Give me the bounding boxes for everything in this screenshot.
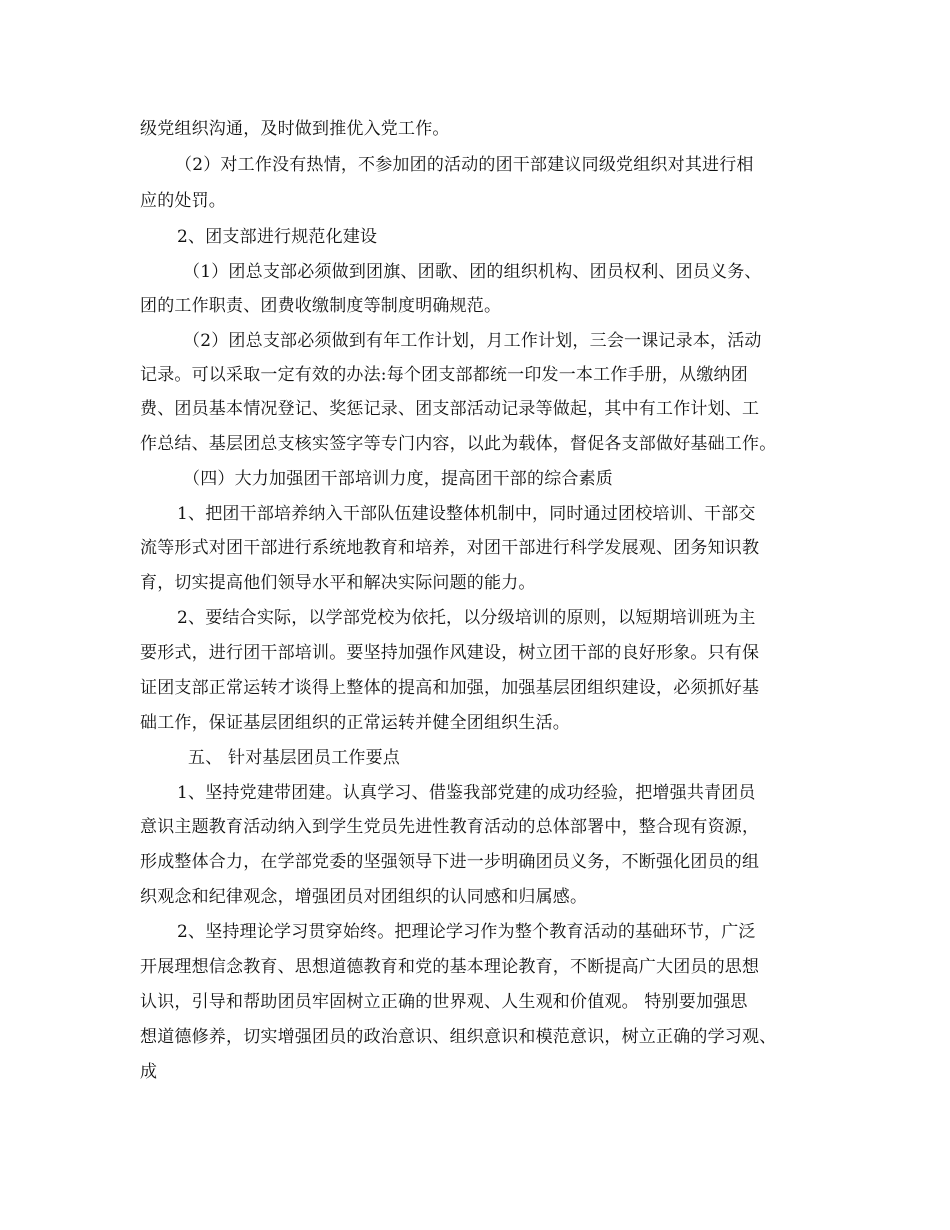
text-line: （2）团总支部必须做到有年工作计划，月工作计划，三会一课记录本，活动	[183, 331, 762, 351]
text-line: 作总结、基层团总支核实签字等专门内容，以此为载体，督促各支部做好基础工作。	[140, 434, 777, 454]
text-line: 记录。可以采取一定有效的办法:每个团支部都统一印发一本工作手册，从缴纳团	[140, 365, 748, 385]
text-line: （2）对工作没有热情，不参加团的活动的团干部建议同级党组织对其进行相	[175, 155, 754, 175]
text-line: （四）大力加强团干部培训力度，提高团干部的综合素质	[183, 469, 613, 489]
text-line: 意识主题教育活动纳入到学生党员先进性教育活动的总体部署中，整合现有资源，	[140, 817, 760, 837]
text-line: （1）团总支部必须做到团旗、团歌、团的组织机构、团员权利、团员义务、	[183, 262, 762, 282]
text-line: 1、坚持党建带团建。认真学习、借鉴我部党建的成功经验，把增强共青团员	[177, 783, 756, 803]
text-line: 流等形式对团干部进行系统地教育和培养，对团干部进行科学发展观、团务知识教	[140, 538, 760, 558]
text-line: 织观念和纪律观念，增强团员对团组织的认同感和归属感。	[140, 887, 588, 907]
text-line: 想道德修养，切实增强团员的政治意识、组织意识和模范意识，树立正确的学习观、	[140, 1027, 777, 1047]
text-line: 级党组织沟通，及时做到推优入党工作。	[140, 119, 450, 139]
text-line: 育，切实提高他们领导水平和解决实际问题的能力。	[140, 573, 536, 593]
text-line: 费、团员基本情况登记、奖惩记录、团支部活动记录等做起，其中有工作计划、工	[140, 399, 760, 419]
text-line: 应的处罚。	[140, 191, 226, 211]
section-heading: 五、 针对基层团员工作要点	[188, 748, 401, 768]
text-line: 认识，引导和帮助团员牢固树立正确的世界观、人生观和价值观。 特别要加强思	[140, 992, 748, 1012]
text-line: 开展理想信念教育、思想道德教育和党的基本理论教育，不断提高广大团员的思想	[140, 957, 760, 977]
text-line: 团的工作职责、团费收缴制度等制度明确规范。	[140, 296, 502, 316]
text-line: 2、团支部进行规范化建设	[177, 227, 378, 247]
text-line: 要形式，进行团干部培训。要坚持加强作风建设，树立团干部的良好形象。只有保	[140, 643, 760, 663]
text-line: 证团支部正常运转才谈得上整体的提高和加强，加强基层团组织建设，必须抓好基	[140, 678, 760, 698]
text-line: 2、要结合实际，以学部党校为依托，以分级培训的原则，以短期培训班为主	[177, 608, 756, 628]
text-line: 成	[140, 1062, 158, 1082]
text-line: 1、把团干部培养纳入干部队伍建设整体机制中，同时通过团校培训、干部交	[177, 504, 756, 524]
text-line: 础工作，保证基层团组织的正常运转并健全团组织生活。	[140, 713, 570, 733]
text-line: 形成整体合力，在学部党委的坚强领导下进一步明确团员义务，不断强化团员的组	[140, 852, 760, 872]
text-line: 2、坚持理论学习贯穿始终。把理论学习作为整个教育活动的基础环节，广泛	[177, 922, 756, 942]
